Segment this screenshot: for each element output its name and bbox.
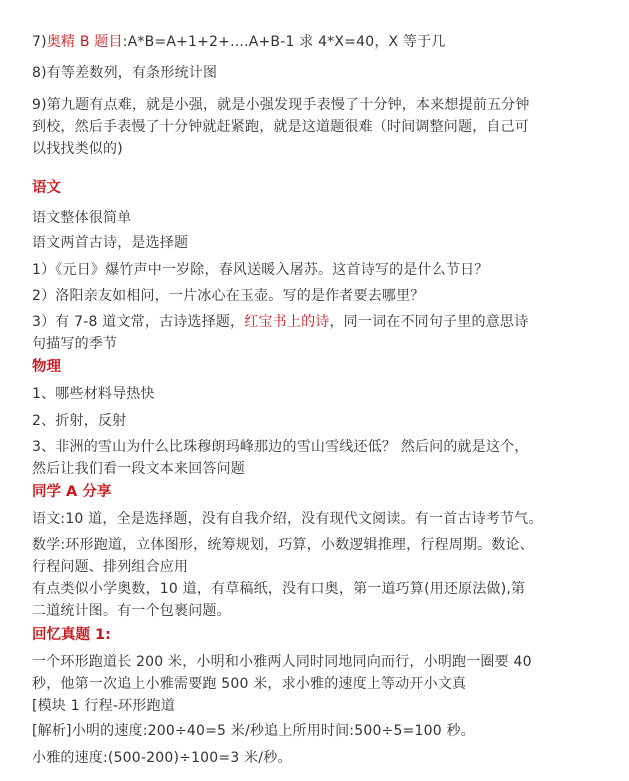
math-q9 (32, 94, 607, 160)
chinese-heading: 语文 (32, 180, 61, 196)
math-q8: 8)有等差数列，有条形统计图 (32, 65, 218, 81)
math-q7-highlight: 奥精 B 题目 (46, 34, 123, 50)
recall-p1 (32, 651, 607, 695)
chinese-p3: 1）《元日》爆竹声中一岁除，春风送暖入屠苏。这首诗写的是什么节日？ (32, 262, 489, 278)
math-q9-line-1: 9)第九题有点难，就是小强，就是小强发现手表慢了十分钟，本来想提前五分钟 (32, 97, 530, 113)
share-p1: 语文:10 道，全是选择题，没有自我介绍，没有现代文阅读。有一首古诗考节气。 (32, 511, 543, 527)
math-q9-line-3: 以找找类似的) (32, 141, 123, 157)
math-q7-rest: :A*B=A+1+2+....A+B-1 求 4*X=40，X 等于几 (122, 34, 446, 50)
physics-p3-line-2: 然后让我们看一段文本来回答问题 (32, 461, 245, 477)
recall-p3: [解析]小明的速度:200÷40=5 米/秒追上所用时间:500÷5=100 秒。 (32, 723, 475, 739)
physics-p2: 2、折射，反射 (32, 413, 127, 429)
physics-heading: 物理 (32, 359, 61, 375)
recall-p4: 小雅的速度:(500-200)÷100=3 米/秒。 (32, 750, 292, 766)
recall-p2: [模块 1 行程-环形跑道 (32, 698, 175, 714)
chinese-p5-after: ，同一词在不同句子里的意思诗 (329, 314, 529, 330)
share-p2 (32, 534, 607, 578)
chinese-p5-line-2: 句描写的季节 (32, 336, 118, 352)
chinese-p5-highlight: 红宝书上的诗 (244, 314, 330, 330)
share-p3-line-1: 有点类似小学奥数，10 道，有草稿纸，没有口奥，第一道巧算(用还原法做),第 (32, 581, 526, 597)
share-p3 (32, 578, 607, 622)
share-heading: 同学 A 分享 (32, 484, 112, 500)
share-p3-line-2: 二道统计图。有一个包裹问题。 (32, 603, 231, 619)
chinese-p2: 语文两首古诗，是选择题 (32, 235, 189, 251)
chinese-p5-before: 3）有 7-8 道文常，古诗选择题， (32, 314, 245, 330)
math-q7-prefix: 7) (32, 34, 47, 50)
recall-heading: 回忆真题 1: (32, 627, 111, 643)
physics-p3 (32, 436, 607, 480)
recall-p1-line-2: 秒，他第一次追上小雅需要跑 500 米，求小雅的速度上等动开小文真 (32, 676, 467, 692)
physics-p1: 1、哪些材料导热快 (32, 386, 155, 402)
recall-p1-line-1: 一个环形跑道长 200 米，小明和小雅两人同时同地同向而行，小明跑一圈要 40 (32, 654, 532, 670)
chinese-p5-line-1 (32, 311, 607, 333)
physics-p3-line-1: 3、非洲的雪山为什么比珠穆朗玛峰那边的雪山雪线还低？ 然后问的就是这个， (32, 439, 529, 455)
share-p2-line-1: 数学:环形跑道，立体图形，统筹规划，巧算，小数逻辑推理，行程周期。数论、 (32, 537, 534, 553)
math-q9-line-2: 到校，然后手表慢了十分钟就赶紧跑，就是这道题很难（时间调整问题，自己可 (32, 119, 529, 135)
share-p2-line-2: 行程问题、排列组合应用 (32, 559, 189, 575)
math-q7 (32, 31, 607, 53)
chinese-p4: 2）洛阳亲友如相问，一片冰心在玉壶。写的是作者要去哪里？ (32, 288, 425, 304)
chinese-p1: 语文整体很简单 (32, 210, 132, 226)
chinese-p5 (32, 311, 607, 355)
